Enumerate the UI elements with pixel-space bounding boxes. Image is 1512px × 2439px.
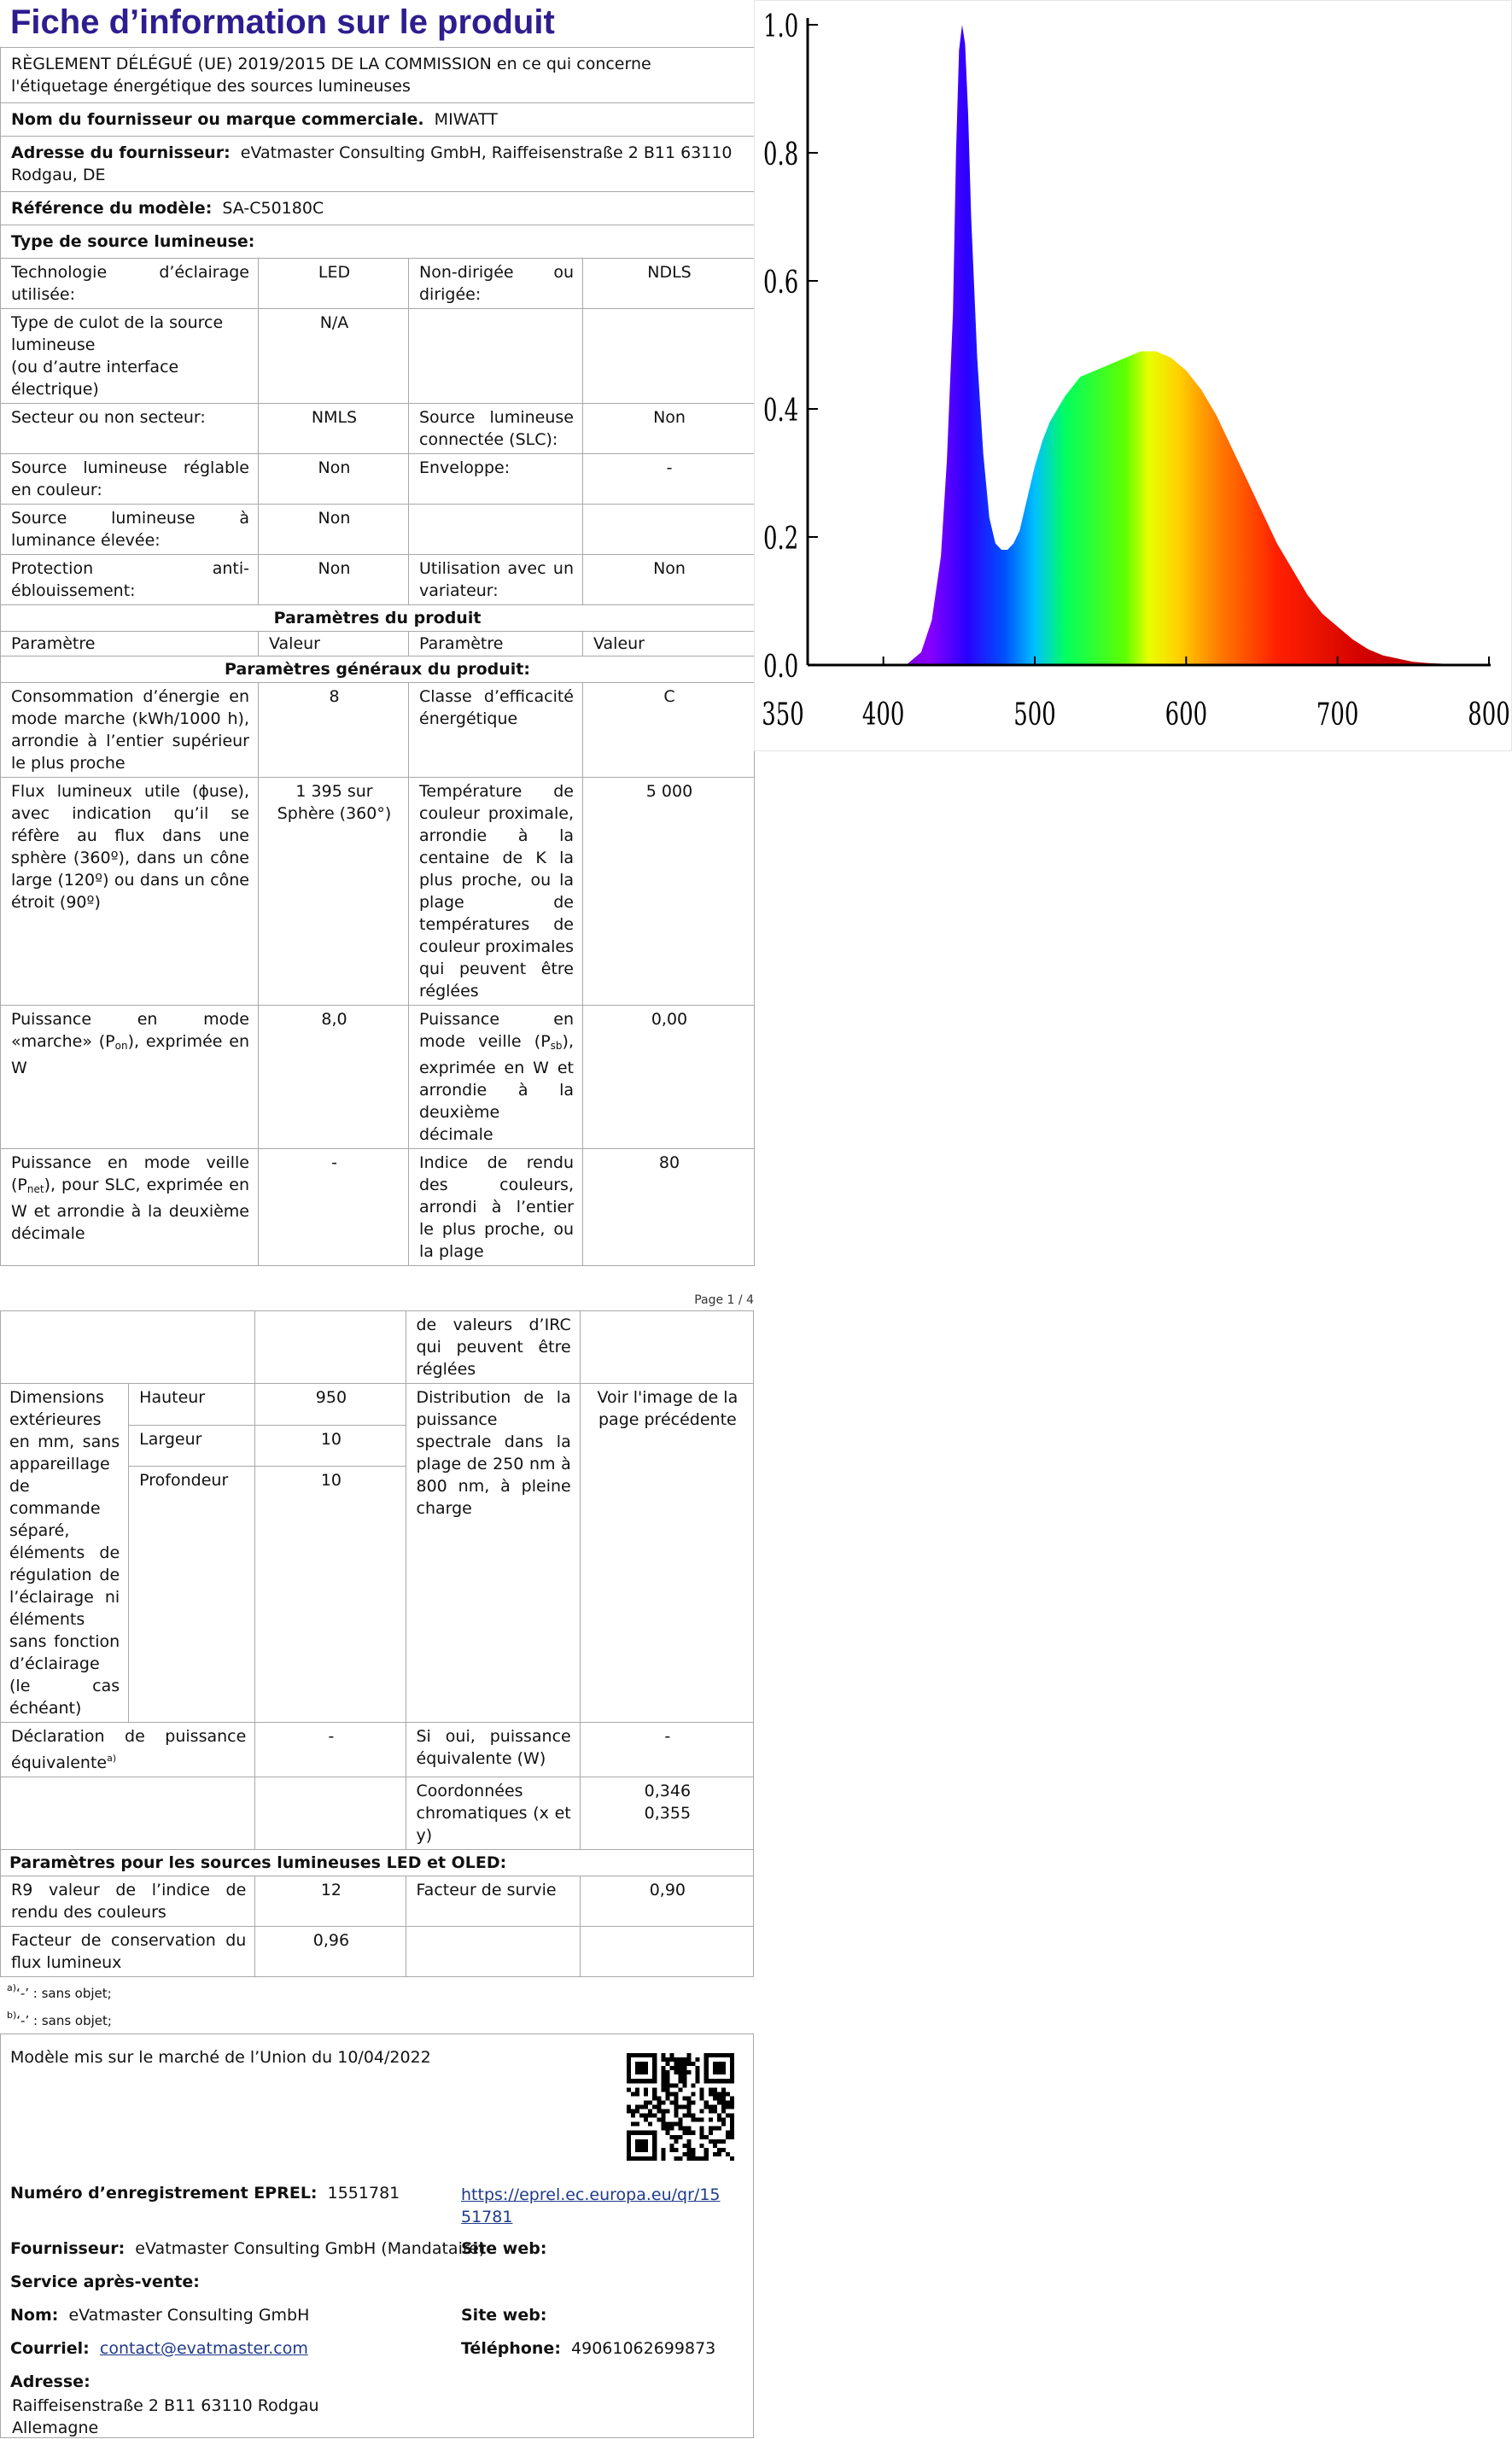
x-tick-label: 400 xyxy=(861,697,905,733)
general-params-heading: Paramètres généraux du produit: xyxy=(1,656,755,683)
x-tick-label: 350 xyxy=(762,697,804,733)
product-information-sheet xyxy=(0,0,754,2438)
contact-name-row: Nom: eVatmaster Consulting GmbH xyxy=(10,2306,310,2325)
supplier-address: eVatmaster Consulting GmbH, Raiffeisenstraße 2 B11 63110 Rodgau, DE xyxy=(11,143,733,184)
table-row: Profondeur 10 xyxy=(1,1467,754,1723)
phone-row: Téléphone: 49061062699873 xyxy=(461,2339,716,2358)
supplier-address-row: Adresse du fournisseur: eVatmaster Consulting GmbH, Raiffeisenstraße 2 B11 63110 Rodgau, DE xyxy=(1,137,755,192)
table-row: Dimensions extérieures en mm, sans appareillage de commande séparé, éléments de régulation de l’éclairage ni éléments sans fonction d’éclairage (le cas échéant) Hauteur 950 Distribution de la puissance spectrale dans la plage de 250 nm à 800 nm, à pleine charge Voir l'image de la page précédente xyxy=(1,1384,754,1426)
y-tick-label: 0.8 xyxy=(763,137,799,173)
footnote: $^{a)}$‘-’ : sans objet; xyxy=(7,1982,112,2001)
column-headers: Paramètre Valeur Paramètre Valeur xyxy=(1,632,755,656)
product-params-heading: Paramètres du produit xyxy=(1,605,755,632)
table-row: Source lumineuse réglable en couleur: Non Enveloppe: - xyxy=(1,454,755,505)
table-row: Flux lumineux utile (ϕuse), avec indication qu’il se réfère au flux dans une sphère (360º), dans un cône large (120º) ou dans un cône étroit (90º) 1 395 sur Sphère (360°) Température de couleur proximale, arrondie à la centaine de K la plus proche, ou la plage de températures de couleur proximales qui peuvent être réglées 5 000 xyxy=(1,778,755,1006)
market-date: Modèle mis sur le marché de l’Union du 10/04/2022 xyxy=(10,2048,431,2067)
x-tick-label: 500 xyxy=(1013,697,1056,733)
led-params-heading: Paramètres pour les sources lumineuses LED et OLED: xyxy=(1,1850,754,1876)
y-tick-label: 0.2 xyxy=(763,521,799,557)
table-row: Technologie d’éclairage utilisée: LED Non-dirigée ou dirigée: NDLS xyxy=(1,259,755,309)
y-tick-label: 0.4 xyxy=(763,393,799,429)
model-reference-row: Référence du modèle: SA-C50180C xyxy=(1,192,755,225)
table-row: Type de culot de la source lumineuse (ou d’autre interface électrique) N/A xyxy=(1,309,755,404)
y-tick-label: 0.0 xyxy=(763,649,799,686)
table-row: Facteur de conservation du flux lumineux 0,96 xyxy=(1,1927,754,1977)
website-label-2: Site web: xyxy=(461,2306,547,2325)
table-row: Consommation d’énergie en mode marche (kWh/1000 h), arrondie à l’entier supérieur le plus proche 8 Classe d’efficacité énergétique C xyxy=(1,683,755,778)
website-label: Site web: xyxy=(461,2239,547,2258)
eprel-number: 1551781 xyxy=(327,2184,400,2203)
qr-code-icon[interactable] xyxy=(627,2053,734,2161)
supplier-row: Fournisseur: eVatmaster Consulting GmbH (Mandataire) xyxy=(10,2239,486,2258)
table-row: de valeurs d’IRC qui peuvent être réglées xyxy=(1,1311,754,1384)
after-sales-label: Service après-vente: xyxy=(10,2273,200,2291)
eprel-link[interactable]: https://eprel.ec.europa.eu/qr/15 51781 xyxy=(461,2185,721,2226)
info-table-bottom xyxy=(0,1310,754,1977)
table-row: Largeur 10 xyxy=(1,1425,754,1467)
email-row: Courriel: contact@evatmaster.com xyxy=(10,2339,308,2358)
table-row: Puissance en mode «marche» $(P_{on})$, exprimée en W 8,0 Puissance en mode veille $(P_{sb})$, exprimée en W et arrondie à la deuxième décimale 0,00 xyxy=(1,1006,755,1149)
regulation-text: RÈGLEMENT DÉLÉGUÉ (UE) 2019/2015 DE LA COMMISSION en ce qui concerne l'étiquetage énergétique des sources lumineuses xyxy=(1,48,755,103)
spectral-power-distribution-chart xyxy=(754,0,1512,751)
page-number: Page 1 / 4 xyxy=(694,1293,754,1307)
spectrum-svg xyxy=(755,1,1511,750)
email-link[interactable]: contact@evatmaster.com xyxy=(99,2339,308,2358)
x-tick-label: 700 xyxy=(1316,697,1359,733)
table-row: Coordonnées chromatiques (x et y) 0,346 0,355 xyxy=(1,1777,754,1850)
info-table-top xyxy=(0,47,755,1266)
x-tick-label: 600 xyxy=(1165,697,1208,733)
supplier-name-row: Nom du fournisseur ou marque commerciale. MIWATT xyxy=(1,103,755,137)
table-row: Déclaration de puissance équivalente$^{a)}$ - Si oui, puissance équivalente (W) - xyxy=(1,1723,754,1777)
page-title: Fiche d’information sur le produit xyxy=(10,3,555,41)
light-source-type-heading: Type de source lumineuse: xyxy=(1,225,755,259)
footnotes xyxy=(0,1977,754,2032)
table-row: Secteur ou non secteur: NMLS Source lumineuse connectée (SLC): Non xyxy=(1,404,755,454)
y-tick-label: 0.6 xyxy=(763,265,799,301)
address-label: Adresse: xyxy=(10,2372,90,2391)
table-row: Puissance en mode veille $(P_{net})$, pour SLC, exprimée en W et arrondie à la deuxième décimale - Indice de rendu des couleurs, arrondi à l’entier le plus proche, ou la plage 80 xyxy=(1,1149,755,1266)
eprel-row: Numéro d’enregistrement EPREL: 1551781 xyxy=(10,2184,400,2203)
table-row: Source lumineuse à luminance élevée: Non xyxy=(1,505,755,555)
model-reference: SA-C50180C xyxy=(222,199,324,218)
x-tick-label: 800 xyxy=(1468,697,1510,733)
spectrum-area xyxy=(884,25,1489,665)
dimensions-label: Dimensions extérieures en mm, sans appareillage de commande séparé, éléments de régulation de l’éclairage ni éléments sans fonction d’éclairage (le cas échéant) xyxy=(1,1384,129,1723)
table-row: R9 valeur de l’indice de rendu des couleurs 12 Facteur de survie 0,90 xyxy=(1,1876,754,1927)
supplier-name: MIWATT xyxy=(434,110,498,129)
y-tick-label: 1.0 xyxy=(763,9,799,45)
footnote: $^{b)}$‘-’ : sans objet; xyxy=(7,2010,112,2028)
address: Raiffeisenstraße 2 B11 63110 Rodgau Allemagne xyxy=(12,2396,319,2437)
table-row: Protection anti-éblouissement: Non Utilisation avec un variateur: Non xyxy=(1,555,755,605)
supplier-footer xyxy=(0,2033,754,2438)
